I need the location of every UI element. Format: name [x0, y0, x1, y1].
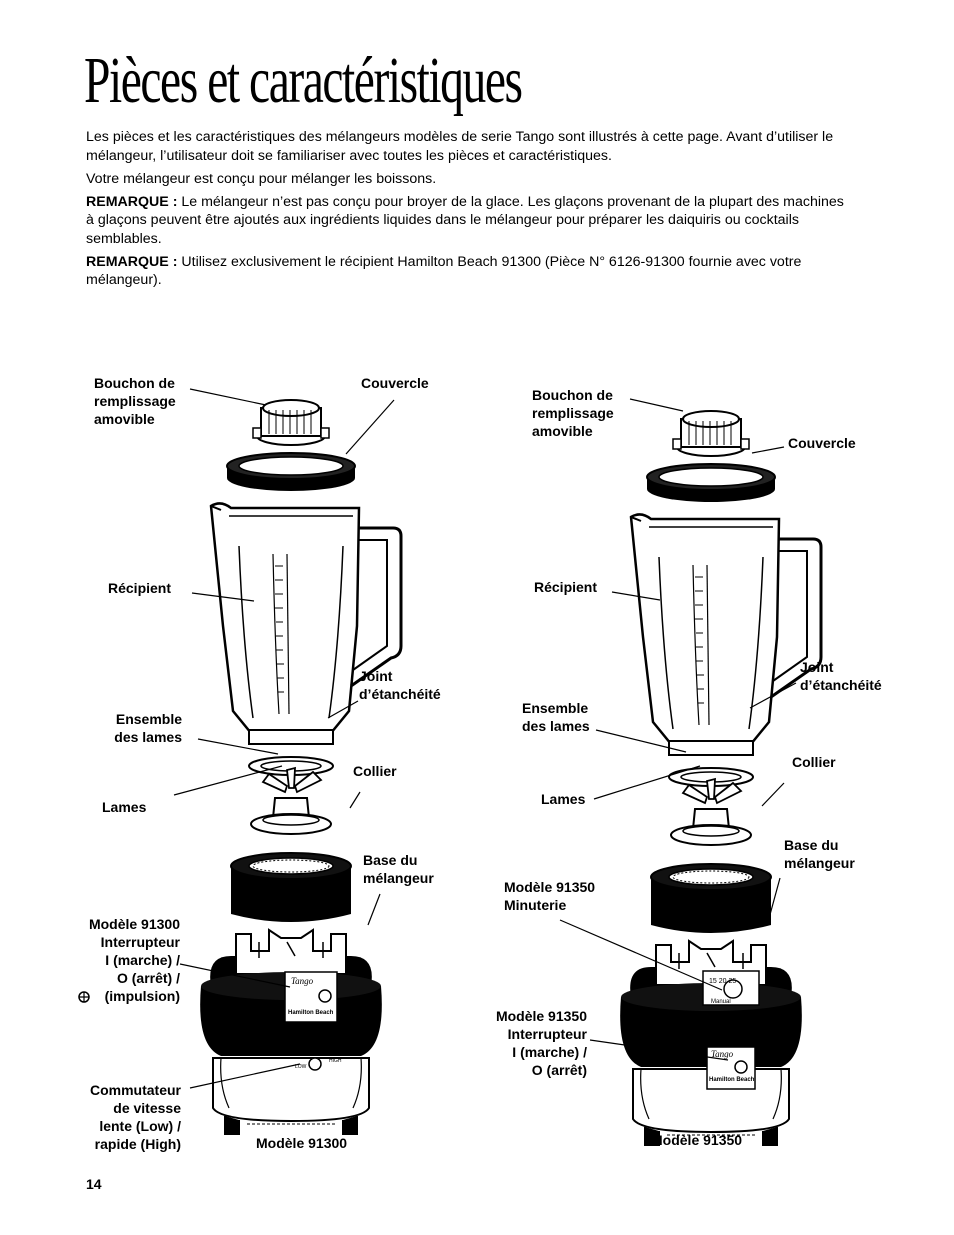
label-line: des lames — [114, 729, 182, 745]
label-line: d’étanchéité — [800, 677, 882, 693]
label-line: remplissage — [532, 405, 614, 421]
label-lid: Couvercle — [788, 435, 856, 451]
label-jar: Récipient — [534, 579, 598, 595]
label-line: rapide (High) — [94, 1136, 181, 1152]
label-switch-91300 — [60, 915, 180, 1005]
label-line: I (marche) / — [512, 1044, 587, 1060]
label-line: Modèle 91300 — [88, 916, 180, 932]
note-label: REMARQUE : — [86, 193, 178, 210]
note-text: Le mélangeur n’est pas conçu pour broyer de la glace. Les glaçons provenant de la plupart des machines à glaçons peuvent être ajoutés aux ingrédients liquides dans le mélangeur pour préparer les daiquiris ou cocktails semblables. — [86, 193, 844, 247]
page-title: Pièces et caractéristiques — [84, 44, 522, 117]
label-line: Modèle 91350 — [495, 1008, 587, 1024]
label-blade-assembly — [522, 699, 590, 735]
note-text: Utilisez exclusivement le récipient Hamilton Beach 91300 (Pièce N° 6126-91300 fournie avec votre mélangeur). — [86, 253, 802, 288]
svg-text:Hamilton Beach: Hamilton Beach — [709, 1077, 755, 1083]
intro-paragraph: Les pièces et les caractéristiques des mélangeurs modèles de serie Tango sont illustrés à cette page. Avant d’utiliser le mélangeur, l’utilisateur doit se familiariser avec toutes les pièces et caractéristiques. — [86, 129, 834, 164]
label-line: Ensemble — [115, 711, 182, 727]
label-seal — [359, 667, 441, 703]
label-line: remplissage — [94, 393, 176, 409]
label-line: Base du — [784, 837, 839, 853]
label-base — [363, 851, 434, 887]
label-timer — [504, 878, 595, 914]
label-base — [784, 836, 855, 872]
label-line: Bouchon de — [94, 375, 175, 391]
label-switch-91350 — [466, 1007, 587, 1079]
label-fill-cap — [94, 374, 176, 428]
label-line: Joint — [800, 659, 834, 675]
label-lid: Couvercle — [361, 375, 429, 391]
label-fill-cap — [532, 386, 614, 440]
model-caption-91300: Modèle 91300 — [256, 1135, 348, 1151]
label-line: de vitesse — [113, 1100, 181, 1116]
svg-text:LOW: LOW — [295, 1064, 307, 1070]
svg-text:15 20 25: 15 20 25 — [709, 978, 737, 985]
label-jar: Récipient — [108, 580, 172, 596]
svg-text:Hamilton Beach: Hamilton Beach — [288, 1010, 334, 1016]
label-line: Interrupteur — [100, 934, 180, 950]
intro-paragraph: Votre mélangeur est conçu pour mélanger les boissons. — [86, 170, 437, 187]
blender-91350 — [620, 411, 821, 1145]
svg-text:Tango: Tango — [711, 1049, 734, 1059]
svg-text:HIGH: HIGH — [329, 1058, 342, 1064]
model-caption-91350: Modèle 91350 — [651, 1132, 743, 1148]
label-line: Bouchon de — [532, 387, 613, 403]
label-blades: Lames — [102, 799, 147, 815]
label-line: amovible — [94, 411, 155, 427]
label-line: Commutateur — [89, 1082, 181, 1098]
label-line: d’étanchéité — [359, 686, 441, 702]
label-line: des lames — [522, 718, 590, 734]
page-number: 14 — [86, 1176, 102, 1192]
label-line: I (marche) / — [105, 952, 180, 968]
label-seal — [800, 658, 882, 694]
label-line: O (arrêt) — [531, 1062, 587, 1078]
label-line: Interrupteur — [507, 1026, 587, 1042]
label-speed-switch — [60, 1081, 181, 1153]
label-line: lente (Low) / — [99, 1118, 181, 1134]
label-line: Base du — [363, 852, 418, 868]
label-blades: Lames — [541, 791, 586, 807]
label-line: Ensemble — [522, 700, 589, 716]
label-line: (impulsion) — [104, 988, 180, 1004]
note-label: REMARQUE : — [86, 253, 178, 270]
label-line: mélangeur — [784, 855, 855, 871]
svg-text:Tango: Tango — [291, 976, 314, 986]
svg-text:Manual: Manual — [711, 999, 731, 1005]
label-line: Joint — [359, 668, 393, 684]
label-line: O (arrêt) / — [116, 970, 180, 986]
label-line: mélangeur — [363, 870, 434, 886]
label-collar: Collier — [792, 754, 836, 770]
label-line: Modèle 91350 — [504, 879, 596, 895]
label-collar: Collier — [353, 763, 397, 779]
label-line: Minuterie — [504, 897, 567, 913]
label-blade-assembly — [102, 710, 182, 746]
label-line: amovible — [532, 423, 593, 439]
